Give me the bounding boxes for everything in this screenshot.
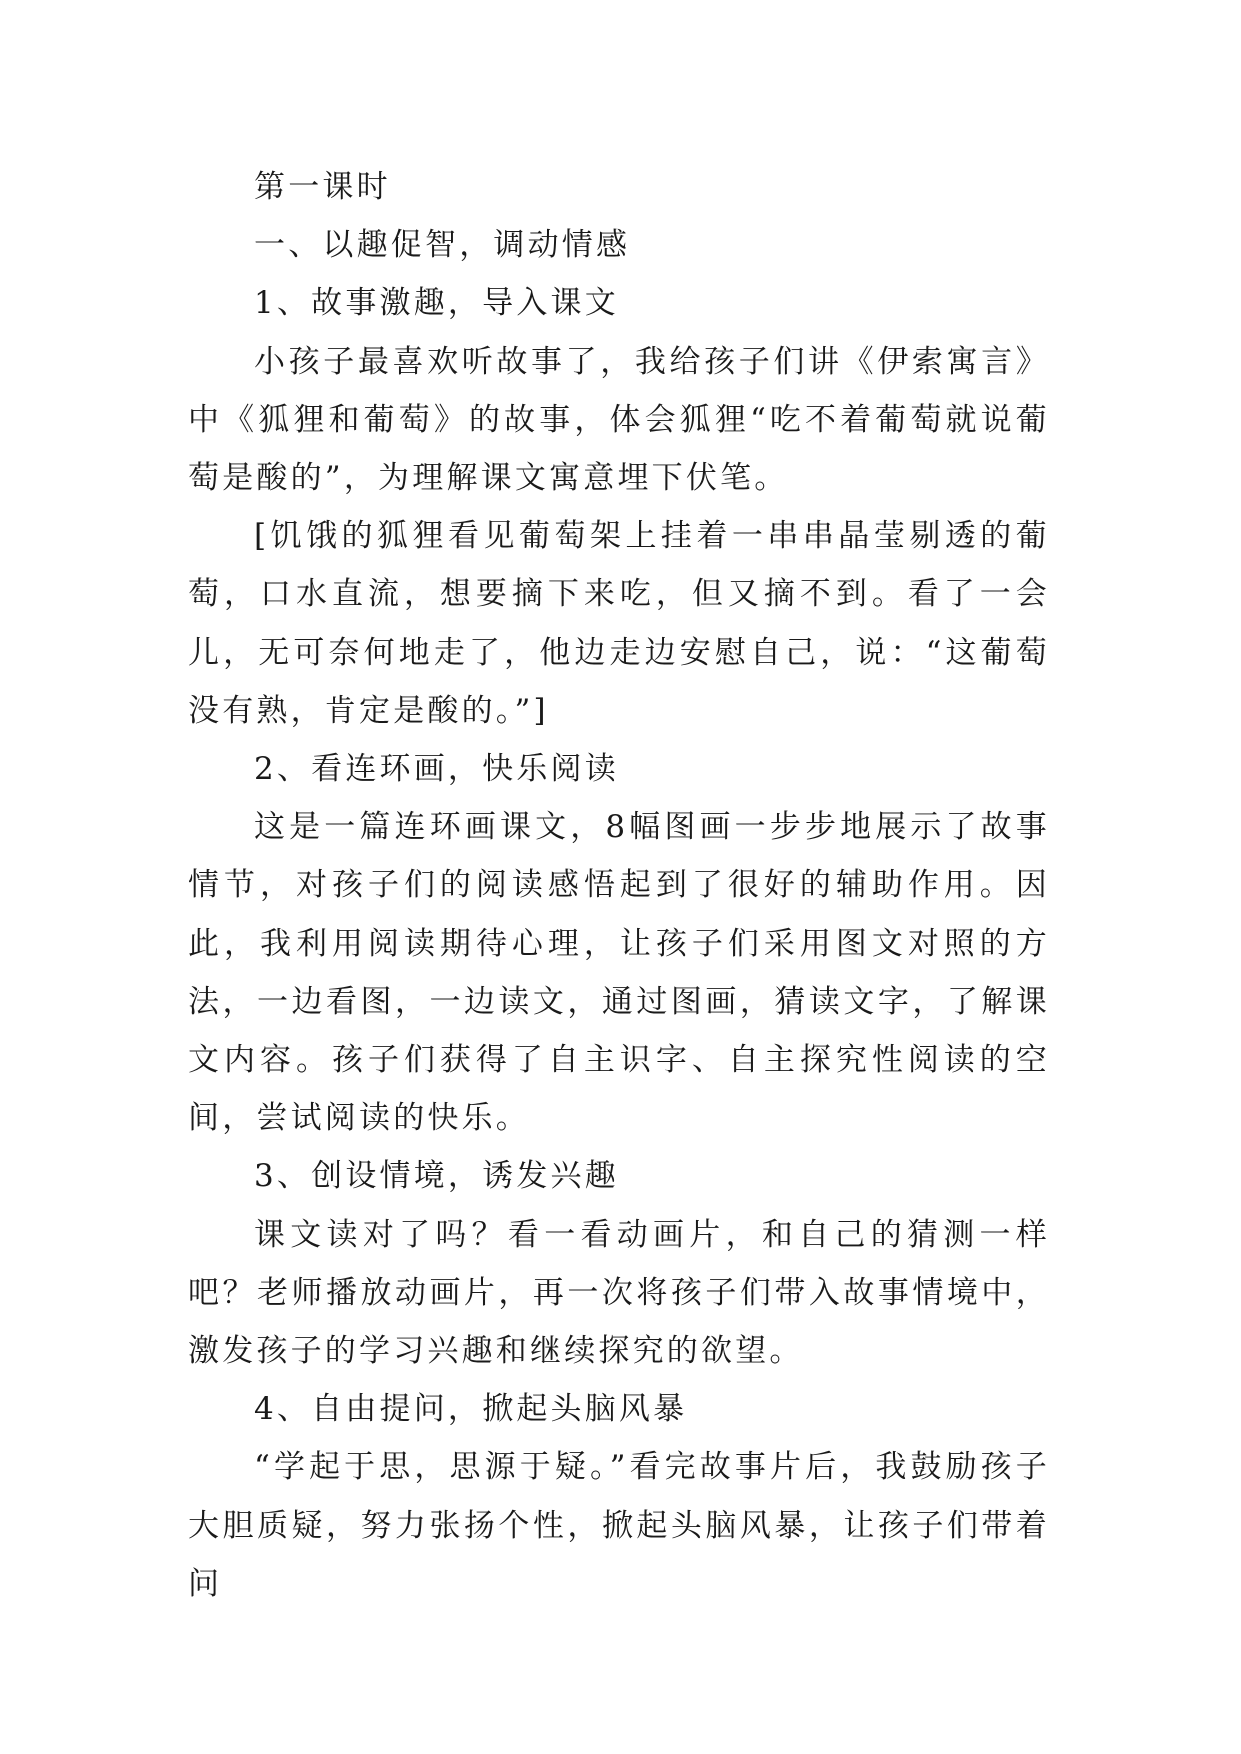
document-body bbox=[188, 158, 1050, 1613]
subsection-heading: 1、故事激趣，导入课文 bbox=[254, 285, 619, 322]
subsection-heading: 2、看连环画，快乐阅读 bbox=[254, 751, 619, 788]
story-quote-paragraph: [饥饿的狐狸看见葡萄架上挂着一串串晶莹剔透的葡萄，口水直流，想要摘下来吃，但又摘不到。看了一会儿，无可奈何地走了，他边走边安慰自己，说：“这葡萄没有熟，肯定是酸的。”] bbox=[188, 518, 1050, 729]
body-paragraph: 这是一篇连环画课文，8幅图画一步步地展示了故事情节，对孩子们的阅读感悟起到了很好的辅助作用。因此，我利用阅读期待心理，让孩子们采用图文对照的方法，一边看图，一边读文，通过图画，猜读文字，了解课文内容。孩子们获得了自主识字、自主探究性阅读的空间，尝试阅读的快乐。 bbox=[188, 809, 1050, 1137]
subsection-heading: 3、创设情境，诱发兴趣 bbox=[254, 1158, 619, 1195]
body-paragraph: “学起于思，思源于疑。”看完故事片后，我鼓励孩子大胆质疑，努力张扬个性，掀起头脑风暴，让孩子们带着问 bbox=[188, 1449, 1050, 1602]
body-paragraph: 小孩子最喜欢听故事了，我给孩子们讲《伊索寓言》中《狐狸和葡萄》的故事，体会狐狸“吃不着葡萄就说葡萄是酸的”，为理解课文寓意埋下伏笔。 bbox=[188, 343, 1050, 497]
body-paragraph: 课文读对了吗？看一看动画片，和自己的猜测一样吧？老师播放动画片，再一次将孩子们带入故事情境中，激发孩子的学习兴趣和继续探究的欲望。 bbox=[188, 1216, 1050, 1370]
section-heading: 一、以趣促智，调动情感 bbox=[254, 227, 631, 264]
lesson-title: 第一课时 bbox=[254, 169, 391, 205]
subsection-heading: 4、自由提问，掀起头脑风暴 bbox=[254, 1391, 688, 1428]
